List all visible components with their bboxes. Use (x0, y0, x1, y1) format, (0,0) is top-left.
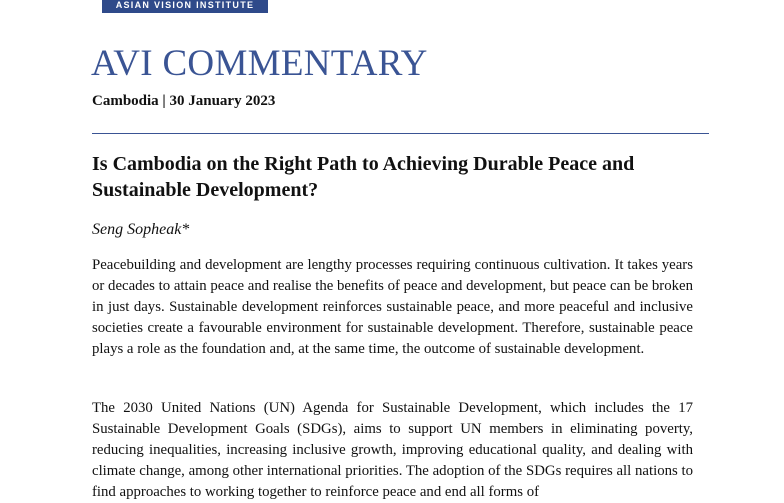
commentary-series-title: AVI COMMENTARY (91, 43, 428, 84)
institute-logo-banner: ASIAN VISION INSTITUTE (102, 0, 268, 13)
body-paragraph: The 2030 United Nations (UN) Agenda for Sustainable Development, which includes the 17 Sustainable Development Goals (SDGs), aims to support UN members in eliminating poverty, reducing inequalities, increasing inclusive growth, improving educational quality, and dealing with climate change, among other international priorities. The adoption of the SDGs requires all nations to find approaches to working together to reinforce peace and end all forms of (92, 400, 693, 500)
body-paragraph: Peacebuilding and development are lengthy processes requiring continuous cultivation. It takes years or decades to attain peace and realise the benefits of peace and development, but peace can be broken in just days. Sustainable development reinforces sustainable peace, and more peaceful and inclusive societies create a favourable environment for sustainable development. Therefore, sustainable peace plays a role as the foundation and, at the same time, the outcome of sustainable development. (92, 257, 693, 357)
author-byline: Seng Sopheak* (92, 221, 190, 238)
article-title: Is Cambodia on the Right Path to Achieving Durable Peace and Sustainable Development? (92, 153, 635, 201)
header-divider (92, 133, 709, 134)
location-date-line: Cambodia | 30 January 2023 (92, 93, 276, 109)
